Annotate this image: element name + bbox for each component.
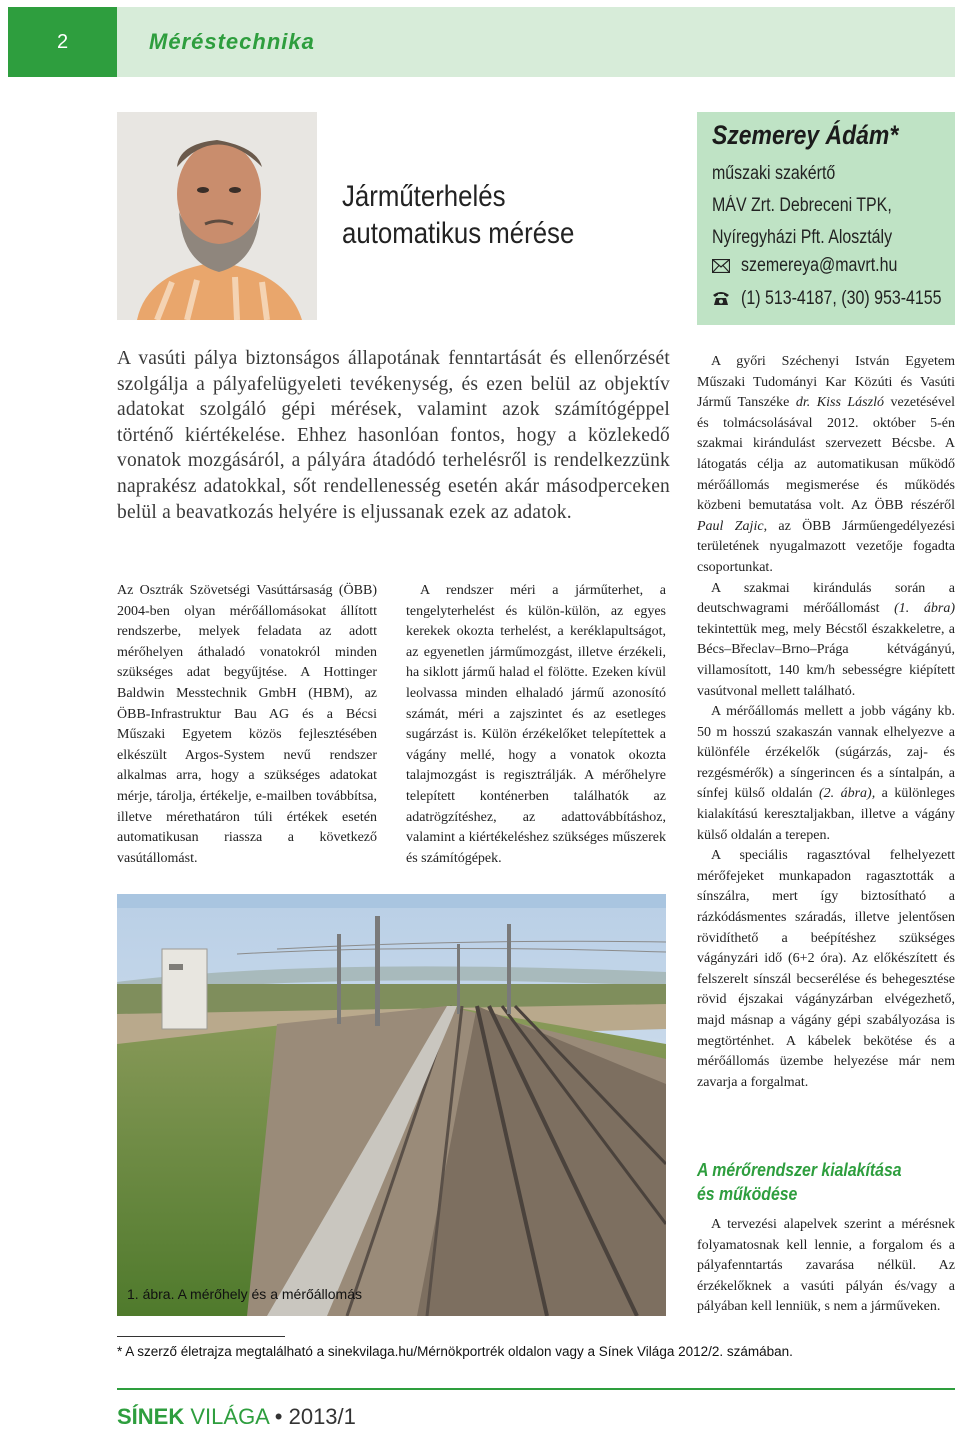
section-subheading	[697, 1158, 924, 1206]
subheading-line1: A mérőrendszer kialakítása	[697, 1160, 902, 1180]
article-title-line2: automatikus mérése	[342, 217, 575, 250]
article-title-line1: Járműterhelés	[342, 180, 506, 213]
text-run: A szakmai kirándulás során a deutschwagrami mérőállomást	[697, 580, 955, 617]
footer-brand	[117, 1404, 356, 1430]
person-name: dr. Kiss László	[795, 395, 884, 411]
col3-paragraph-5: A tervezési alapelvek szerint a mérésnek folyamatosnak kell lennie, a forgalom és a pályafenntartás zavarása nélkül. Az érzékelőknek a vasúti pályán és/vagy a pályában kell lenniük, s nem a járműveken.	[697, 1217, 955, 1315]
article-title	[342, 178, 626, 252]
author-name: Szemerey Ádám*	[712, 120, 899, 150]
brand-name-light: VILÁGA	[190, 1404, 269, 1429]
envelope-icon	[712, 259, 730, 273]
subheading-line2: és működése	[697, 1184, 798, 1204]
col3-paragraph-2	[697, 579, 955, 703]
author-box	[697, 112, 955, 325]
col3-paragraph-4: A speciális ragasztóval felhelyezett mérőfejeket munkapadon ragasztották a sínszálra, mert így biztosítható a rázkódásmentes száradás, illetve jelentősen rövidíthető a beépítéshez szükséges vágányzári idő (6+2 óra). Az előkészített és felszerelt sínszál becserélése és behegesztése rövid éjszakai vágányzárban elvégezhető, majd másnap a vágány gépi szabályozása is megtörténhet. A kábelek bekötése és a mérőállomás üzembe helyezése már nem zavarja a forgalmat.	[697, 848, 955, 1090]
author-email[interactable]: szemereya@mavrt.hu	[741, 255, 898, 276]
text-run: , az ÖBB Járműengedélyezési területének nyugalmazott vezetője fogadta csoportunkat.	[697, 518, 955, 575]
lead-paragraph: A vasúti pálya biztonságos állapotának fenntartását és ellenőrzését szolgálja a pályafelügyeleti tevékenység, és ezen belül az objektív adatokat szolgáló gépi mérések, valamint azok számítógéppel történő kiértékelése. Ehhez hasonlóan fontos, hogy a közlekedő vonatok mozgásáról, a pályára átadódó terhelésről is rendelkezzünk naprakész adatokkal, sőt rendellenesség esetén akár másodperceken belül a beavatkozás helyére is eljussanak ezek az adatok.	[117, 348, 670, 523]
figure-caption: 1. ábra. A mérőhely és a mérőállomás	[127, 1286, 363, 1302]
footnote: * A szerző életrajza megtalálható a sinekvilaga.hu/Mérnökportrék oldalon vagy a Sínek Világa 2012/2. számában.	[117, 1344, 793, 1359]
figure-reference: (1. ábra)	[894, 601, 955, 617]
col2-paragraph: A rendszer méri a járműterhet, a tengelyterhelést és külön-külön, az egyes kerekek okozta terhelést, a keréklapultságot, az egyenetlen járműmozgást, illetve érzékeli, ha siklott jármű halad el fölötte. Ezeken kívül leolvassa minden elhaladó jármű azonosító számát, méri a zajszintet és az esetleges sugárzást is. Külön érzékelőket telepítettek a vágány mellé, hogy a vonatok okozta talajmozgást is regisztrálják. A mérőhelyre telepített konténerben találhatók az adatrögzítéshez, az adattovábbításhoz, valamint a kiértékeléshez szükséges műszerek és számítógépek.	[406, 583, 666, 866]
footnote-rule	[117, 1336, 285, 1337]
col3-paragraph-3	[697, 702, 955, 846]
brand-name-bold: SÍNEK	[117, 1404, 185, 1429]
column-3-continued	[697, 1215, 955, 1318]
text-run: a különleges kialakítású keresztaljakban, illetve a vágány külső oldalán a terepen.	[697, 786, 955, 843]
author-org-line1: MÁV Zrt. Debreceni TPK,	[712, 195, 892, 216]
figure-reference: (2. ábra),	[819, 786, 876, 802]
col3-paragraph-1	[697, 352, 955, 579]
section-title: Méréstechnika	[149, 29, 315, 54]
author-portrait	[117, 112, 317, 320]
author-org-line2: Nyíregyházi Pft. Alosztály	[712, 227, 893, 248]
text-run: A győri Széchenyi István Egyetem Műszaki Tudományi Kar Közúti és Vasúti Jármű Tanszéke	[697, 354, 955, 411]
section-header	[117, 7, 955, 77]
text-run: tekintettük meg, mely Bécstől északkeletre, a Bécs–Břeclav–Brno–Prága kétvágányú, villamosított, 140 km/h sebességre kiépített vasútvonal mellett található.	[697, 621, 955, 699]
figure-photo	[117, 894, 666, 1316]
column-1	[117, 581, 377, 869]
text-run: vezetésével és tolmácsolásával 2012. október 5-én szakmai kirándulást szervezett Bécsbe. A látogatás célja az automatikusan működő mérőállomás megismerése és működés közbeni bemutatása volt. Az ÖBB részéről	[697, 395, 956, 514]
person-name: Paul Zajic	[697, 518, 764, 534]
column-2	[406, 581, 666, 869]
issue-number: • 2013/1	[274, 1404, 356, 1429]
column-3	[697, 352, 955, 1093]
col1-paragraph: Az Osztrák Szövetségi Vasúttársaság (ÖBB) 2004-ben olyan mérőállomásokat állított rendszerbe, melyek feladata az adott mérőhelyen áthaladó vonatokról minden szükséges adat begyűjtése. A Hottinger Baldwin Messtechnik GmbH (HBM), az ÖBB-Infrastruktur Bau AG és a Bécsi Műszaki Egyetem közös fejlesztésében elkészült Argos-System nevű rendszer alkalmas arra, hogy a szükséges adatokat mérje, tárolja, értékelje, e-mailben továbbítsa, illetve mérethatáron túli értékek esetén automatikusan riassza a következő vasútállomást.	[117, 583, 377, 866]
phone-icon	[712, 290, 730, 306]
author-role: műszaki szakértő	[712, 163, 836, 184]
page-number: 2	[8, 7, 117, 77]
text-run: A mérőállomás mellett a jobb vágány kb. 50 m hosszú szakaszán vannak elhelyezve a különféle érzékelők (súgárzás, zaj- és rezgésmérők) a síngerincen és a síntalpán, a sínfej külső oldalán	[697, 704, 955, 802]
footer-rule	[117, 1388, 955, 1390]
author-phone: (1) 513-4187, (30) 953-4155	[741, 288, 942, 309]
